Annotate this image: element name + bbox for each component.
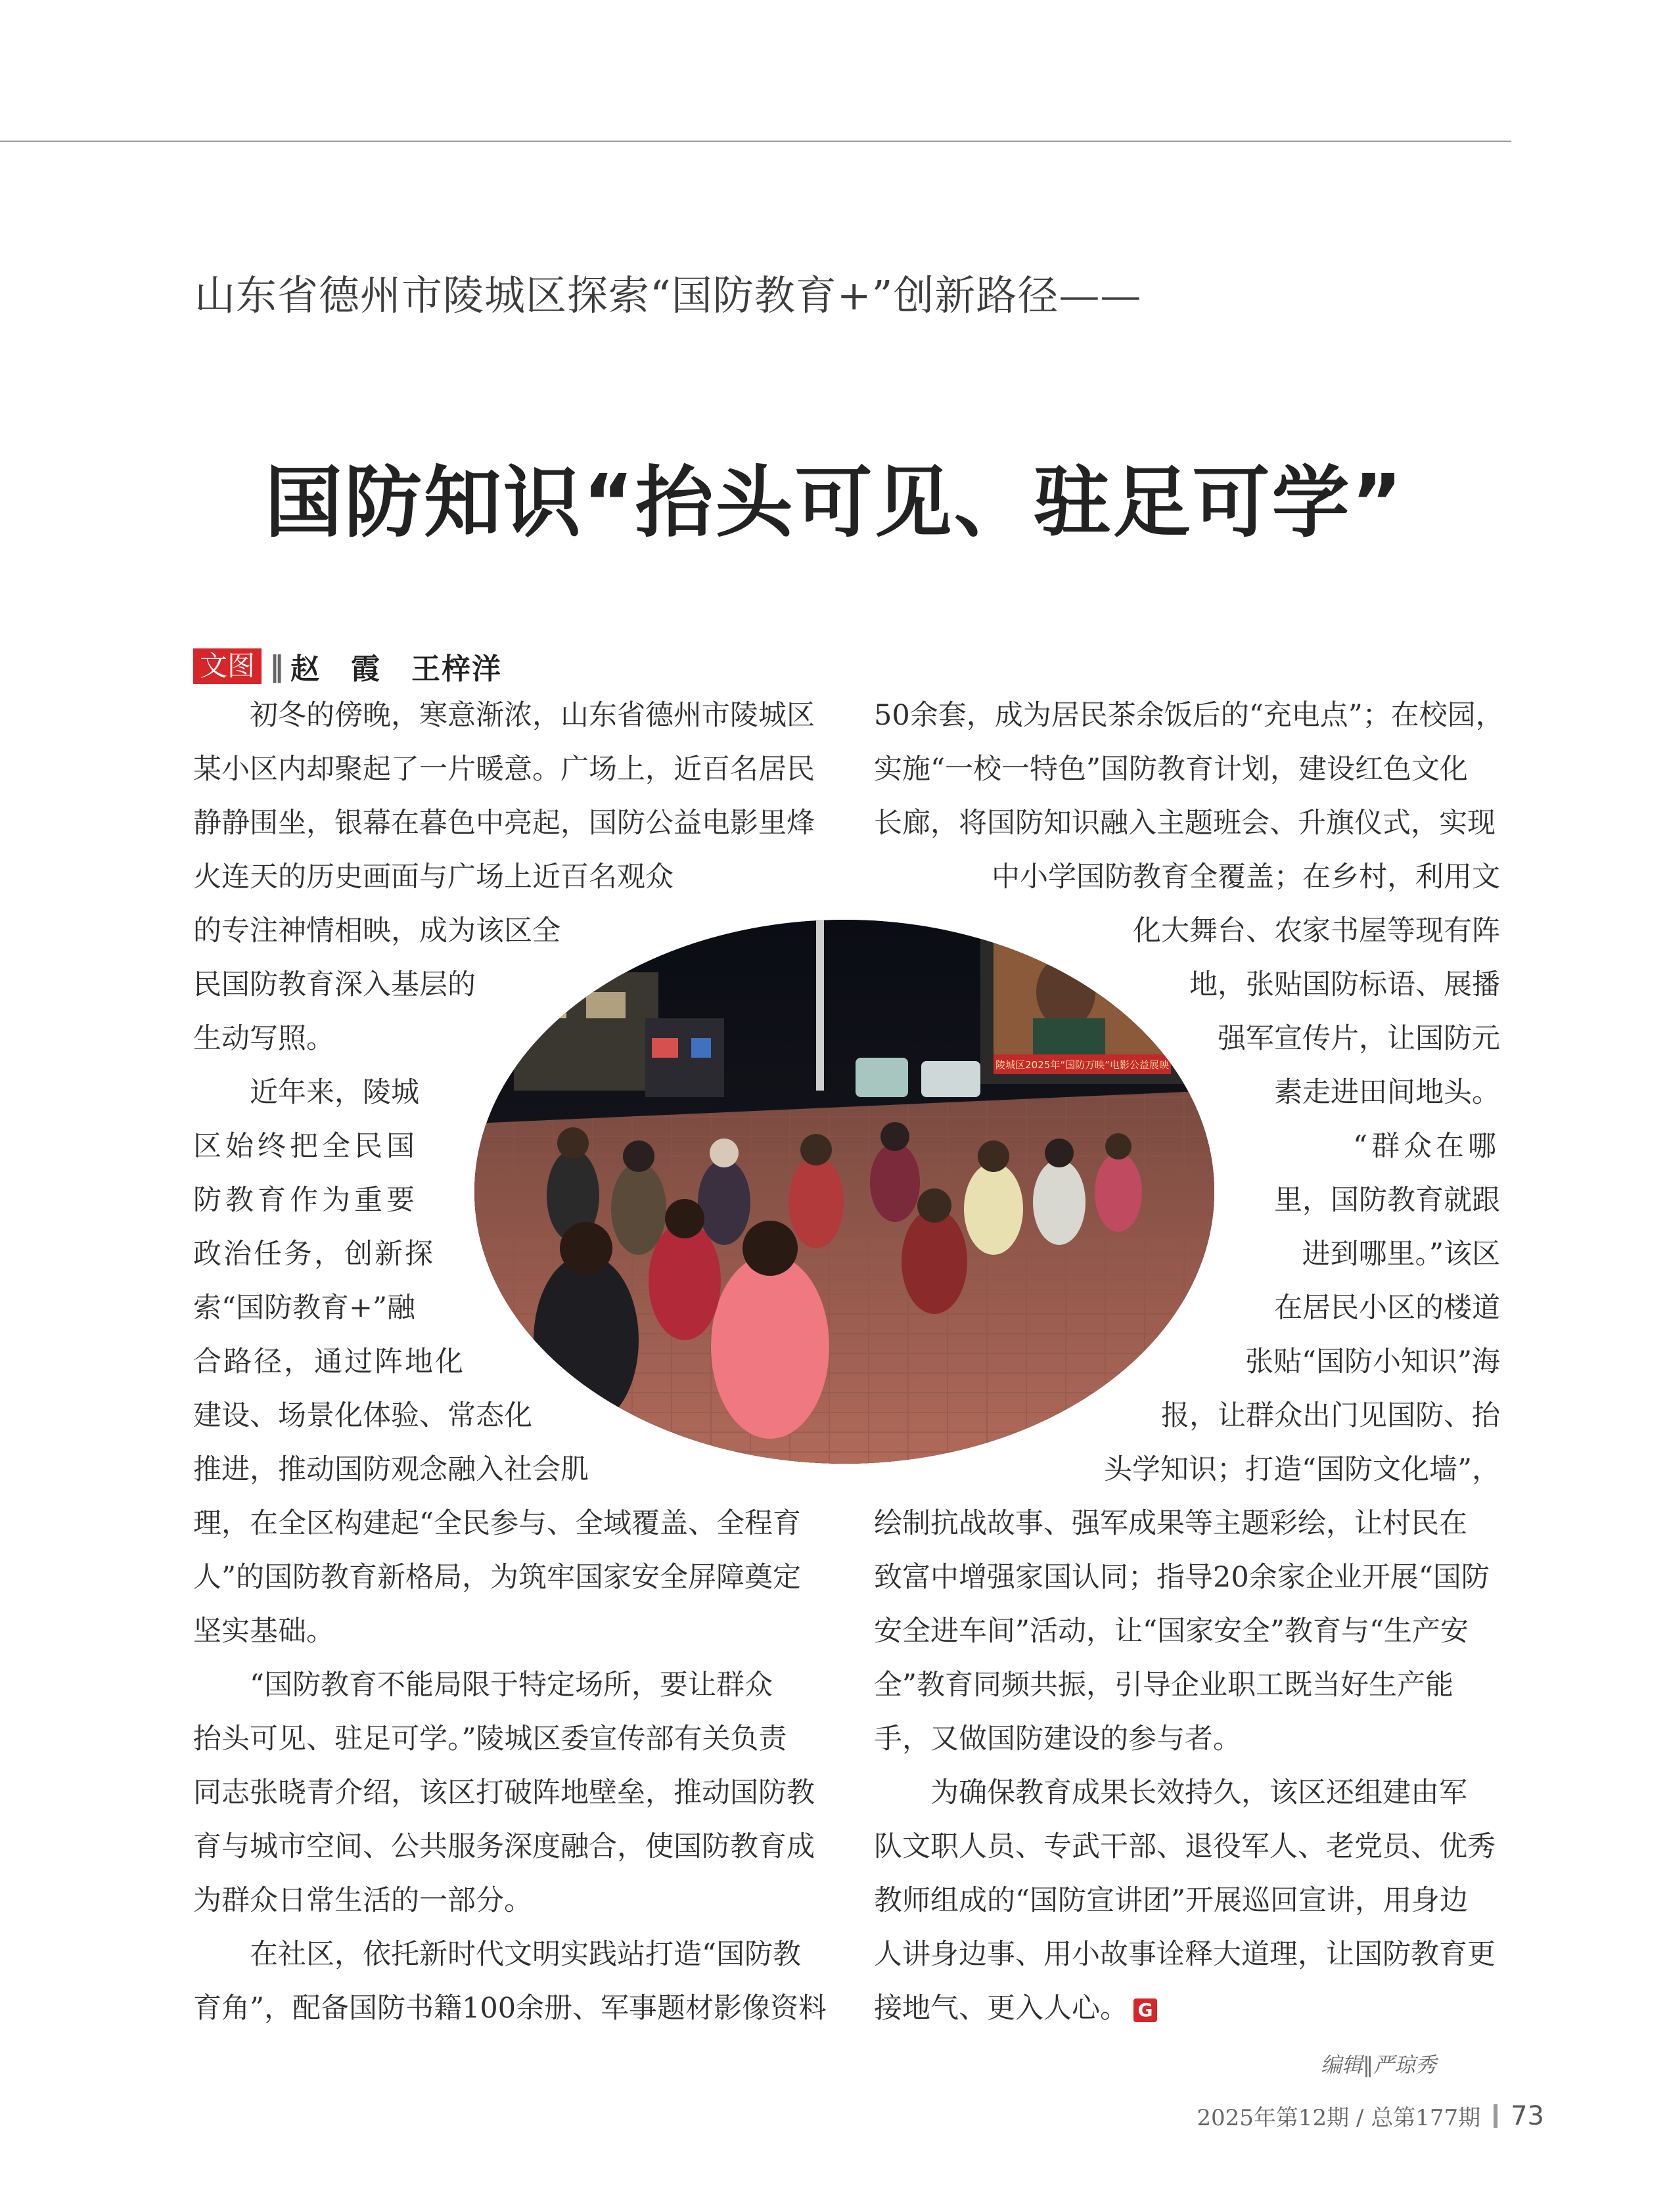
screen-banner-text: 陵城区2025年“国防万映”电影公益展映	[995, 1059, 1169, 1071]
building	[514, 972, 658, 1091]
end-mark-icon: G	[1133, 1998, 1157, 2022]
article-subtitle: 山东省德州市陵城区探索“国防教育+”创新路径——	[194, 271, 1142, 319]
right-line: 绘制抗战故事、强军成果等主题彩绘，让村民在	[874, 1507, 1467, 1540]
right-line: 头学知识；打造“国防文化墙”，	[1104, 1453, 1500, 1486]
screening-photo-illustration	[474, 920, 1214, 1464]
footer-separator	[1494, 2104, 1498, 2128]
left-line: 的专注神情相映，成为该区全	[193, 914, 560, 947]
left-line: 防教育作为重要	[193, 1184, 419, 1217]
right-line: 中小学国防教育全覆盖；在乡村，利用文	[992, 861, 1500, 893]
left-line: 推进，推动国防观念融入社会肌	[193, 1453, 589, 1486]
right-line: 里，国防教育就跟	[1274, 1184, 1500, 1217]
screening-photo	[474, 920, 1214, 1464]
right-line: 人讲身边事、用小故事诠释大道理，让国防教育更	[874, 1938, 1496, 1971]
right-line: 队文职人员、专武干部、退役军人、老党员、优秀	[874, 1830, 1496, 1863]
right-line: 长廊，将国防知识融入主题班会、升旗仪式，实现	[874, 807, 1496, 840]
left-line: 人”的国防教育新格局，为筑牢国家安全屏障奠定	[193, 1561, 801, 1594]
left-line: 合路径，通过阵地化	[193, 1345, 465, 1378]
byline-separator: ‖	[269, 649, 285, 683]
byline	[193, 645, 502, 687]
right-line: 素走进田间地头。	[1274, 1076, 1500, 1109]
left-line: 初冬的傍晚，寒意渐浓，山东省德州市陵城区	[193, 699, 815, 732]
right-line: 实施“一校一特色”国防教育计划，建设红色文化	[874, 753, 1468, 786]
left-line: 区始终把全民国	[193, 1130, 419, 1163]
right-line: 张贴“国防小知识”海	[1245, 1345, 1500, 1378]
right-line: 报，让群众出门见国防、抬	[1161, 1399, 1500, 1432]
page-number: 73	[1511, 2100, 1544, 2131]
left-line: 育角”，配备国防书籍100余册、军事题材影像资料	[193, 1992, 827, 2025]
right-line: 接地气、更入人心。	[874, 1992, 1128, 2025]
left-line: 生动写照。	[193, 1022, 334, 1055]
right-line: 安全进车间”活动，让“国家安全”教育与“生产安	[874, 1615, 1469, 1648]
left-line: 育与城市空间、公共服务深度融合，使国防教育成	[193, 1830, 815, 1863]
left-line: 近年来，陵城	[193, 1076, 419, 1109]
left-line: 静静围坐，银幕在暮色中亮起，国防公益电影里烽	[193, 807, 815, 840]
light-pole	[816, 920, 824, 1091]
left-line: 政治任务，创新探	[193, 1238, 435, 1271]
left-line: 理，在全区构建起“全民参与、全域覆盖、全程育	[193, 1507, 801, 1540]
left-line: “国防教育不能局限于特定场所，要让群众	[193, 1669, 773, 1702]
right-line: “群众在哪	[1353, 1130, 1500, 1163]
right-line: 致富中增强家国认同；指导20余家企业开展“国防	[874, 1561, 1490, 1594]
left-line: 在社区，依托新时代文明实践站打造“国防教	[193, 1938, 801, 1971]
left-line: 抬头可见、驻足可学。”陵城区委宣传部有关负责	[193, 1723, 787, 1755]
byline-authors: 赵 霞 王梓洋	[290, 652, 503, 686]
left-line: 坚实基础。	[193, 1615, 334, 1648]
right-line: 化大舞台、农家书屋等现有阵	[1133, 914, 1500, 947]
left-line: 某小区内却聚起了一片暖意。广场上，近百名居民	[193, 753, 815, 786]
left-line: 为群众日常生活的一部分。	[193, 1884, 532, 1917]
left-line: 索“国防教育+”融	[193, 1292, 415, 1324]
right-line: 教师组成的“国防宣讲团”开展巡回宣讲，用身边	[874, 1884, 1468, 1917]
right-line: 全”教育同频共振，引导企业职工既当好生产能	[874, 1669, 1453, 1702]
right-line: 为确保教育成果长效持久，该区还组建由军	[874, 1776, 1467, 1809]
byline-tag: 文图	[193, 648, 262, 684]
right-line: 进到哪里。”该区	[1302, 1238, 1500, 1271]
issue-info: 2025年第12期 / 总第177期	[1197, 2105, 1481, 2131]
page-footer	[1197, 2100, 1544, 2132]
editor-credit: 编辑‖严琼秀	[1321, 2052, 1437, 2077]
right-last-line	[874, 1981, 1157, 2035]
left-line: 建设、场景化体验、常态化	[193, 1399, 532, 1432]
left-line: 火连天的历史画面与广场上近百名观众	[193, 861, 674, 893]
left-line: 同志张晓青介绍，该区打破阵地壁垒，推动国防教	[193, 1776, 815, 1809]
left-line: 民国防教育深入基层的	[193, 968, 476, 1001]
right-line: 在居民小区的楼道	[1274, 1292, 1500, 1324]
right-line: 50余套，成为居民茶余饭后的“充电点”；在校园，	[874, 699, 1504, 732]
article-title: 国防知识“抬头可见、驻足可学”	[264, 457, 1405, 548]
right-line: 地，张贴国防标语、展播	[1189, 968, 1500, 1001]
right-line: 强军宣传片，让国防元	[1218, 1022, 1500, 1055]
right-line: 手，又做国防建设的参与者。	[874, 1723, 1241, 1755]
top-rule	[0, 141, 1511, 142]
